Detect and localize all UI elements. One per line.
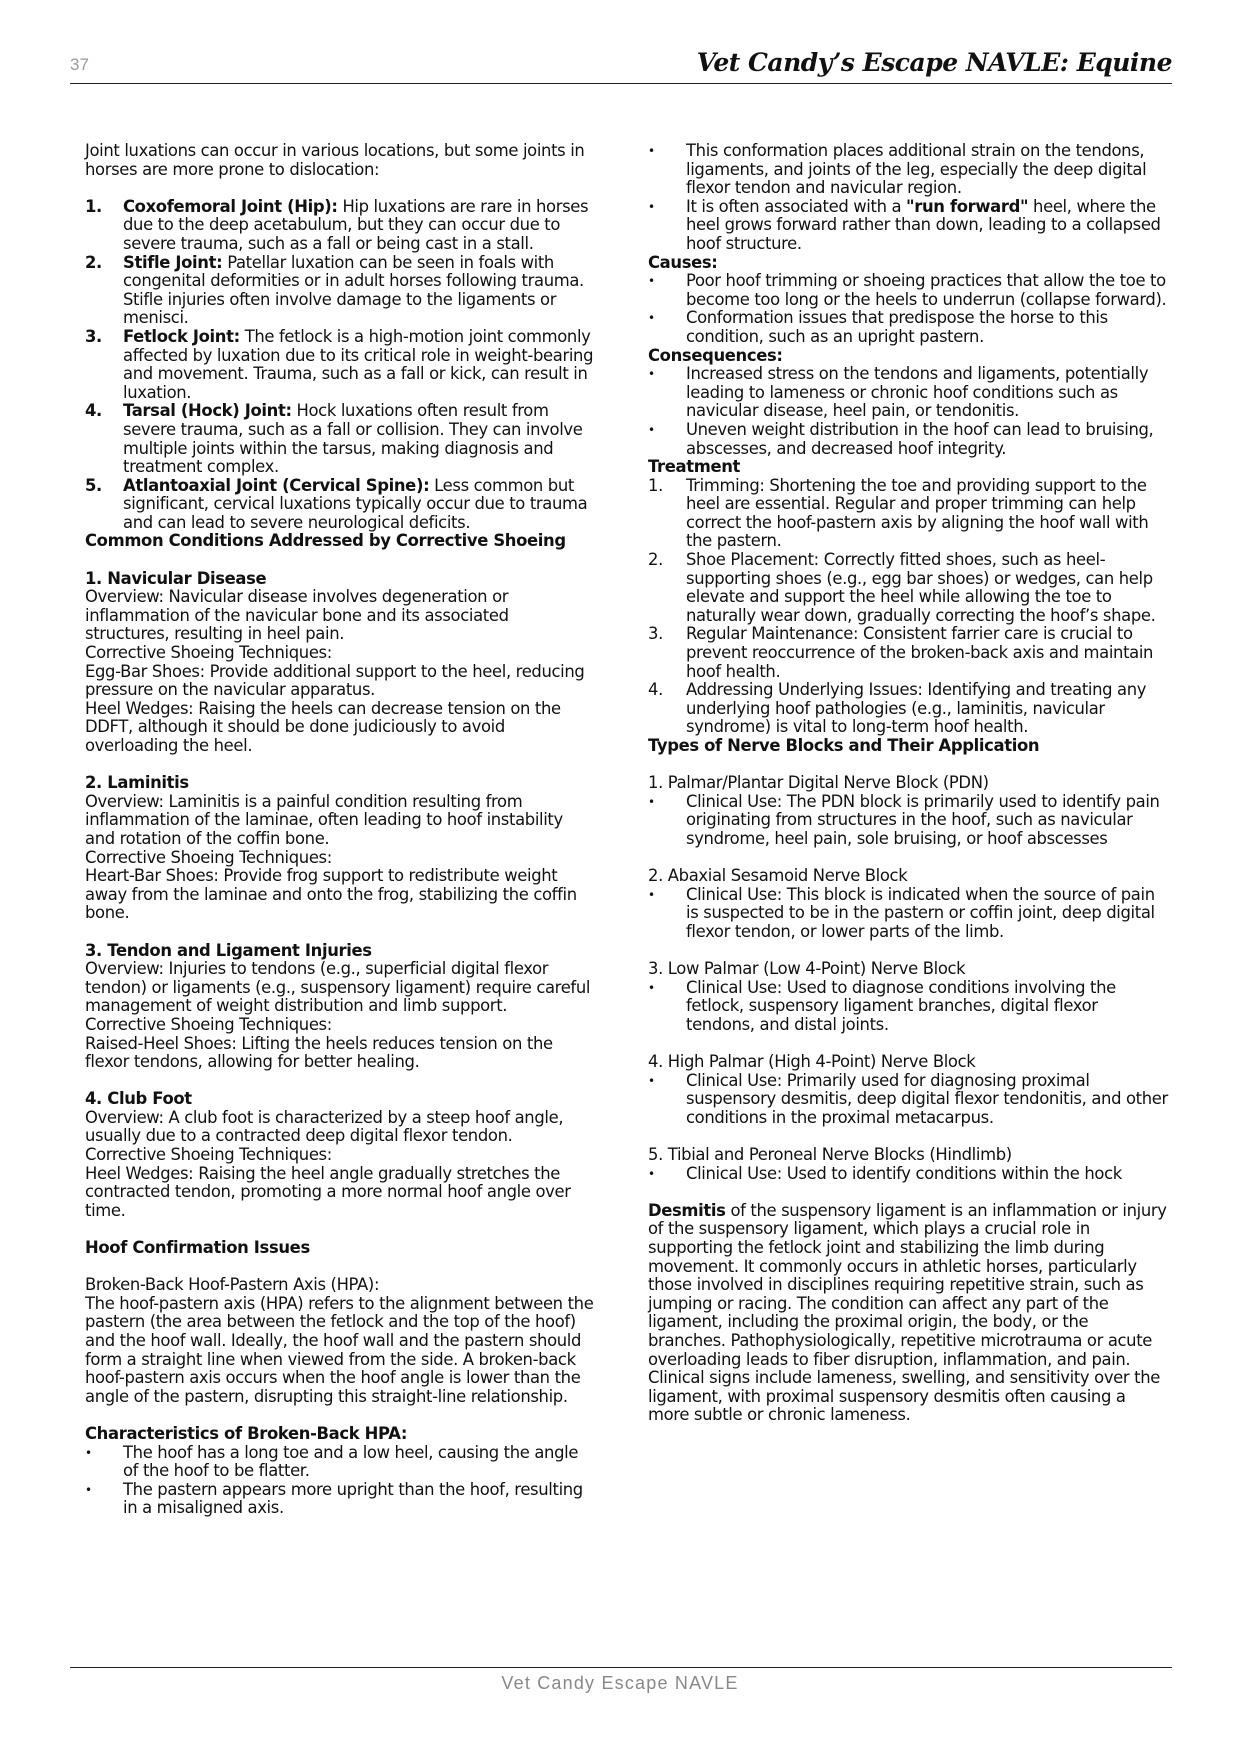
nerve-block [648,1053,1168,1127]
item-text: Hock luxations often result from severe trauma, such as a fall or collision. They can involve multiple joints within the tarsus, making diagnosis and treatment complex. [123,401,583,477]
page-number: 37 [70,55,89,74]
bullet-icon: • [648,422,655,437]
list-item [648,625,1168,681]
treatment-heading: Treatment [648,457,741,477]
nerve-block [648,1146,1168,1183]
condition-line: Overview: Navicular disease involves degeneration or inflammation of the navicular bone and its associated structures, resulting in heel pain. [85,587,509,644]
left-column [85,142,595,1518]
item-number: 2. [85,252,102,272]
consequences-heading: Consequences: [648,345,783,365]
section-heading: Hoof Confirmation Issues [85,1238,310,1258]
nerve-block-title: 1. Palmar/Plantar Digital Nerve Block (PDN) [648,773,989,793]
item-number: 2. [648,550,663,570]
characteristics-list-continued [648,142,1168,254]
clinical-signs-paragraph: Clinical signs include lameness, swelling, and sensitivity over the ligament, with proximal suspensory desmitis often causing a more subtle or chronic lameness. [648,1368,1160,1425]
condition-title: 1. Navicular Disease [85,568,267,588]
list-item [648,551,1168,625]
condition-line: Overview: Laminitis is a painful condition resulting from inflammation of the laminae, often leading to hoof instability and rotation of the coffin bone. [85,791,563,848]
nerve-block [648,867,1168,941]
causes-list [648,272,1168,346]
bullet-icon: • [85,1445,92,1460]
item-text: Clinical Use: Used to identify conditions within the hock [686,1163,1122,1183]
section-heading: Types of Nerve Blocks and Their Application [648,736,1040,755]
bullet-icon: • [648,794,655,809]
list-item [648,1072,1168,1128]
condition-title: 2. Laminitis [85,773,189,793]
item-number: 5. [85,475,102,495]
item-text: Patellar luxation can be seen in foals with congenital deformities or in adult horses following trauma. Stifle injuries often involve damage to the ligaments or menisci. [123,252,584,328]
item-number: 1. [648,475,663,495]
condition-line: Heel Wedges: Raising the heels can decrease tension on the DDFT, although it should be done judiciously to avoid overloading the heel. [85,698,561,755]
nerve-block [648,774,1168,848]
condition-line: Overview: A club foot is characterized by a steep hoof angle, usually due to a contracted deep digital flexor tendon. [85,1107,564,1146]
characteristics-list [85,1444,595,1518]
item-number: 4. [85,401,102,421]
luxation-list [85,198,595,533]
item-text: Uneven weight distribution in the hoof can lead to bruising, abscesses, and decreased hoof integrity. [686,419,1154,458]
list-item [648,142,1168,198]
item-text: Addressing Underlying Issues: Identifying and treating any underlying hoof pathologies (e.g., laminitis, navicular syndrome) is vital to long-term hoof health. [686,680,1147,737]
nerve-block-title: 3. Low Palmar (Low 4-Point) Nerve Block [648,959,966,979]
item-text: The pastern appears more upright than the hoof, resulting in a misaligned axis. [123,1479,583,1518]
list-item [648,979,1168,1035]
list-item [648,272,1168,309]
list-item [648,793,1168,849]
bullet-icon: • [648,199,655,214]
item-text: The hoof has a long toe and a low heel, causing the angle of the hoof to be flatter. [123,1442,579,1481]
nerve-block-title: 2. Abaxial Sesamoid Nerve Block [648,866,908,886]
item-title: Tarsal (Hock) Joint: [123,401,292,421]
condition-line: Corrective Shoeing Techniques: [85,1014,332,1034]
condition-block [85,1090,595,1220]
item-text: Trimming: Shortening the toe and providing support to the heel are essential. Regular and proper trimming can help correct the hoof-pastern axis by aligning the hoof wall with the pastern. [686,475,1149,551]
running-footer: Vet Candy Escape NAVLE [501,1673,739,1693]
condition-line: Heart-Bar Shoes: Provide frog support to redistribute weight away from the laminae and onto the frog, stabilizing the coffin bone. [85,866,577,923]
item-text: heel, where the heel grows forward rather than down, leading to a collapsed hoof structure. [686,196,1161,253]
item-text: This conformation places additional strain on the tendons, ligaments, and joints of the leg, especially the deep digital flexor tendon and navicular region. [686,141,1147,198]
item-text: It is often associated with a [686,196,907,216]
list-item [648,681,1168,737]
item-text: Conformation issues that predispose the horse to this condition, such as an upright pastern. [686,308,1108,346]
condition-block [85,942,595,1072]
causes-heading: Causes: [648,252,718,272]
item-text: Shoe Placement: Correctly fitted shoes, such as heel-supporting shoes (e.g., egg bar shoes) or wedges, can help elevate and support the heel while allowing the toe to naturally wear down, gradually correcting the hoof’s shape. [686,550,1156,625]
desmitis-term: Desmitis [648,1200,726,1220]
list-item [85,1481,595,1518]
list-item [85,254,595,328]
item-text: Clinical Use: Used to diagnose conditions involving the fetlock, suspensory ligament branches, digital flexor tendons, and distal joints. [686,977,1116,1034]
condition-line: Corrective Shoeing Techniques: [85,643,332,663]
desmitis-paragraph [648,1202,1168,1369]
item-number: 3. [85,326,102,346]
list-item [648,309,1168,346]
bullet-icon: • [648,144,655,158]
running-header-title: Vet Candy’s Escape NAVLE: Equine [696,48,1172,77]
condition-title: 4. Club Foot [85,1089,192,1109]
item-number: 1. [85,196,102,216]
list-item [648,421,1168,458]
bullet-icon: • [648,367,655,382]
footer-rule [70,1667,1172,1668]
list-item [648,198,1168,254]
condition-line: Heel Wedges: Raising the heel angle gradually stretches the contracted tendon, promoting a more normal hoof angle over time. [85,1163,571,1220]
section-heading: Common Conditions Addressed by Corrective Shoeing [85,531,566,551]
characteristics-heading: Characteristics of Broken-Back HPA: [85,1423,408,1443]
bullet-icon: • [648,311,655,326]
item-text: Increased stress on the tendons and ligaments, potentially leading to lameness or chronic hoof conditions such as navicular disease, heel pain, or tendonitis. [686,364,1149,421]
bullet-icon: • [85,1482,92,1497]
hpa-title: Broken-Back Hoof-Pastern Axis (HPA): [85,1275,380,1295]
condition-line: Raised-Heel Shoes: Lifting the heels reduces tension on the flexor tendons, allowing for better healing. [85,1033,553,1072]
item-text: Less common but significant, cervical luxations typically occur due to trauma and can lead to severe neurological deficits. [123,475,588,532]
nerve-block [648,960,1168,1034]
desmitis-text: of the suspensory ligament is an inflammation or injury of the suspensory ligament, which plays a crucial role in supporting the fetlock joint and stabilizing the limb during movement. It commonly occurs in athletic horses, particularly those involved in disciplines requiring repetitive strain, such as jumping or racing. The condition can affect any part of the ligament, including the proximal origin, the body, or the branches. Pathophysiologically, repetitive microtrauma or acute overloading leads to fiber disruption, inflammation, and pain. [648,1200,1167,1369]
item-text: Clinical Use: The PDN block is primarily used to identify pain originating from structures in the hoof, such as navicular syndrome, heel pain, sole bruising, or hoof abscesses [686,791,1160,848]
item-text: Clinical Use: Primarily used for diagnosing proximal suspensory desmitis, deep digital flexor tendonitis, and other conditions in the proximal metacarpus. [686,1070,1168,1127]
bullet-icon: • [648,274,655,289]
item-title: Stifle Joint: [123,252,223,272]
item-title: Fetlock Joint: [123,326,240,346]
nerve-block-title: 4. High Palmar (High 4-Point) Nerve Block [648,1052,976,1072]
consequences-list [648,365,1168,458]
item-text: Clinical Use: This block is indicated when the source of pain is suspected to be in the pastern or coffin joint, deep digital flexor tendon, or lower parts of the limb. [686,884,1155,941]
item-text: Hip luxations are rare in horses due to the deep acetabulum, but they can occur due to severe trauma, such as a fall or being cast in a stall. [123,196,589,253]
item-number: 3. [648,624,663,644]
item-text: Poor hoof trimming or shoeing practices that allow the toe to become too long or the heels to underrun (collapse forward). [686,271,1167,309]
bullet-icon: • [648,887,655,902]
bullet-icon: • [648,1073,655,1088]
list-item [85,1444,595,1481]
list-item [85,402,595,476]
item-title: Atlantoaxial Joint (Cervical Spine): [123,475,430,495]
treatment-list [648,477,1168,737]
list-item [648,1165,1168,1184]
list-item [648,477,1168,551]
right-column [648,142,1168,1425]
condition-title: 3. Tendon and Ligament Injuries [85,940,372,960]
hpa-text: The hoof-pastern axis (HPA) refers to the alignment between the pastern (the area between the fetlock and the top of the hoof) and the hoof wall. Ideally, the hoof wall and the pastern should form a straight line when viewed from the side. A broken-back hoof-pastern axis occurs when the hoof angle is lower than the angle of the pastern, disrupting this straight-line relationship. [85,1293,594,1406]
item-text: Regular Maintenance: Consistent farrier care is crucial to prevent reoccurrence of the broken-back axis and maintain hoof health. [686,624,1154,681]
condition-line: Overview: Injuries to tendons (e.g., superficial digital flexor tendon) or ligaments (e.g., suspensory ligament) require careful management of weight distribution and limb support. [85,959,591,1016]
list-item [648,886,1168,942]
list-item [648,365,1168,421]
item-bold-term: "run forward" [906,196,1029,216]
condition-block [85,774,595,923]
condition-block [85,570,595,756]
bullet-icon: • [648,980,655,995]
list-item [85,328,595,402]
condition-line: Corrective Shoeing Techniques: [85,847,332,867]
item-number: 4. [648,680,663,700]
nerve-block-title: 5. Tibial and Peroneal Nerve Blocks (Hindlimb) [648,1145,1012,1165]
condition-line: Egg-Bar Shoes: Provide additional support to the heel, reducing pressure on the navicular apparatus. [85,661,585,700]
bullet-icon: • [648,1166,655,1181]
item-text: The fetlock is a high-motion joint commonly affected by luxation due to its critical role in weight-bearing and movement. Trauma, such as a fall or kick, can result in luxation. [123,326,594,402]
luxation-intro: Joint luxations can occur in various locations, but some joints in horses are more prone to dislocation: [85,141,585,179]
condition-line: Corrective Shoeing Techniques: [85,1145,332,1165]
item-title: Coxofemoral Joint (Hip): [123,196,338,216]
list-item [85,477,595,533]
header-rule [70,83,1172,84]
list-item [85,198,595,254]
